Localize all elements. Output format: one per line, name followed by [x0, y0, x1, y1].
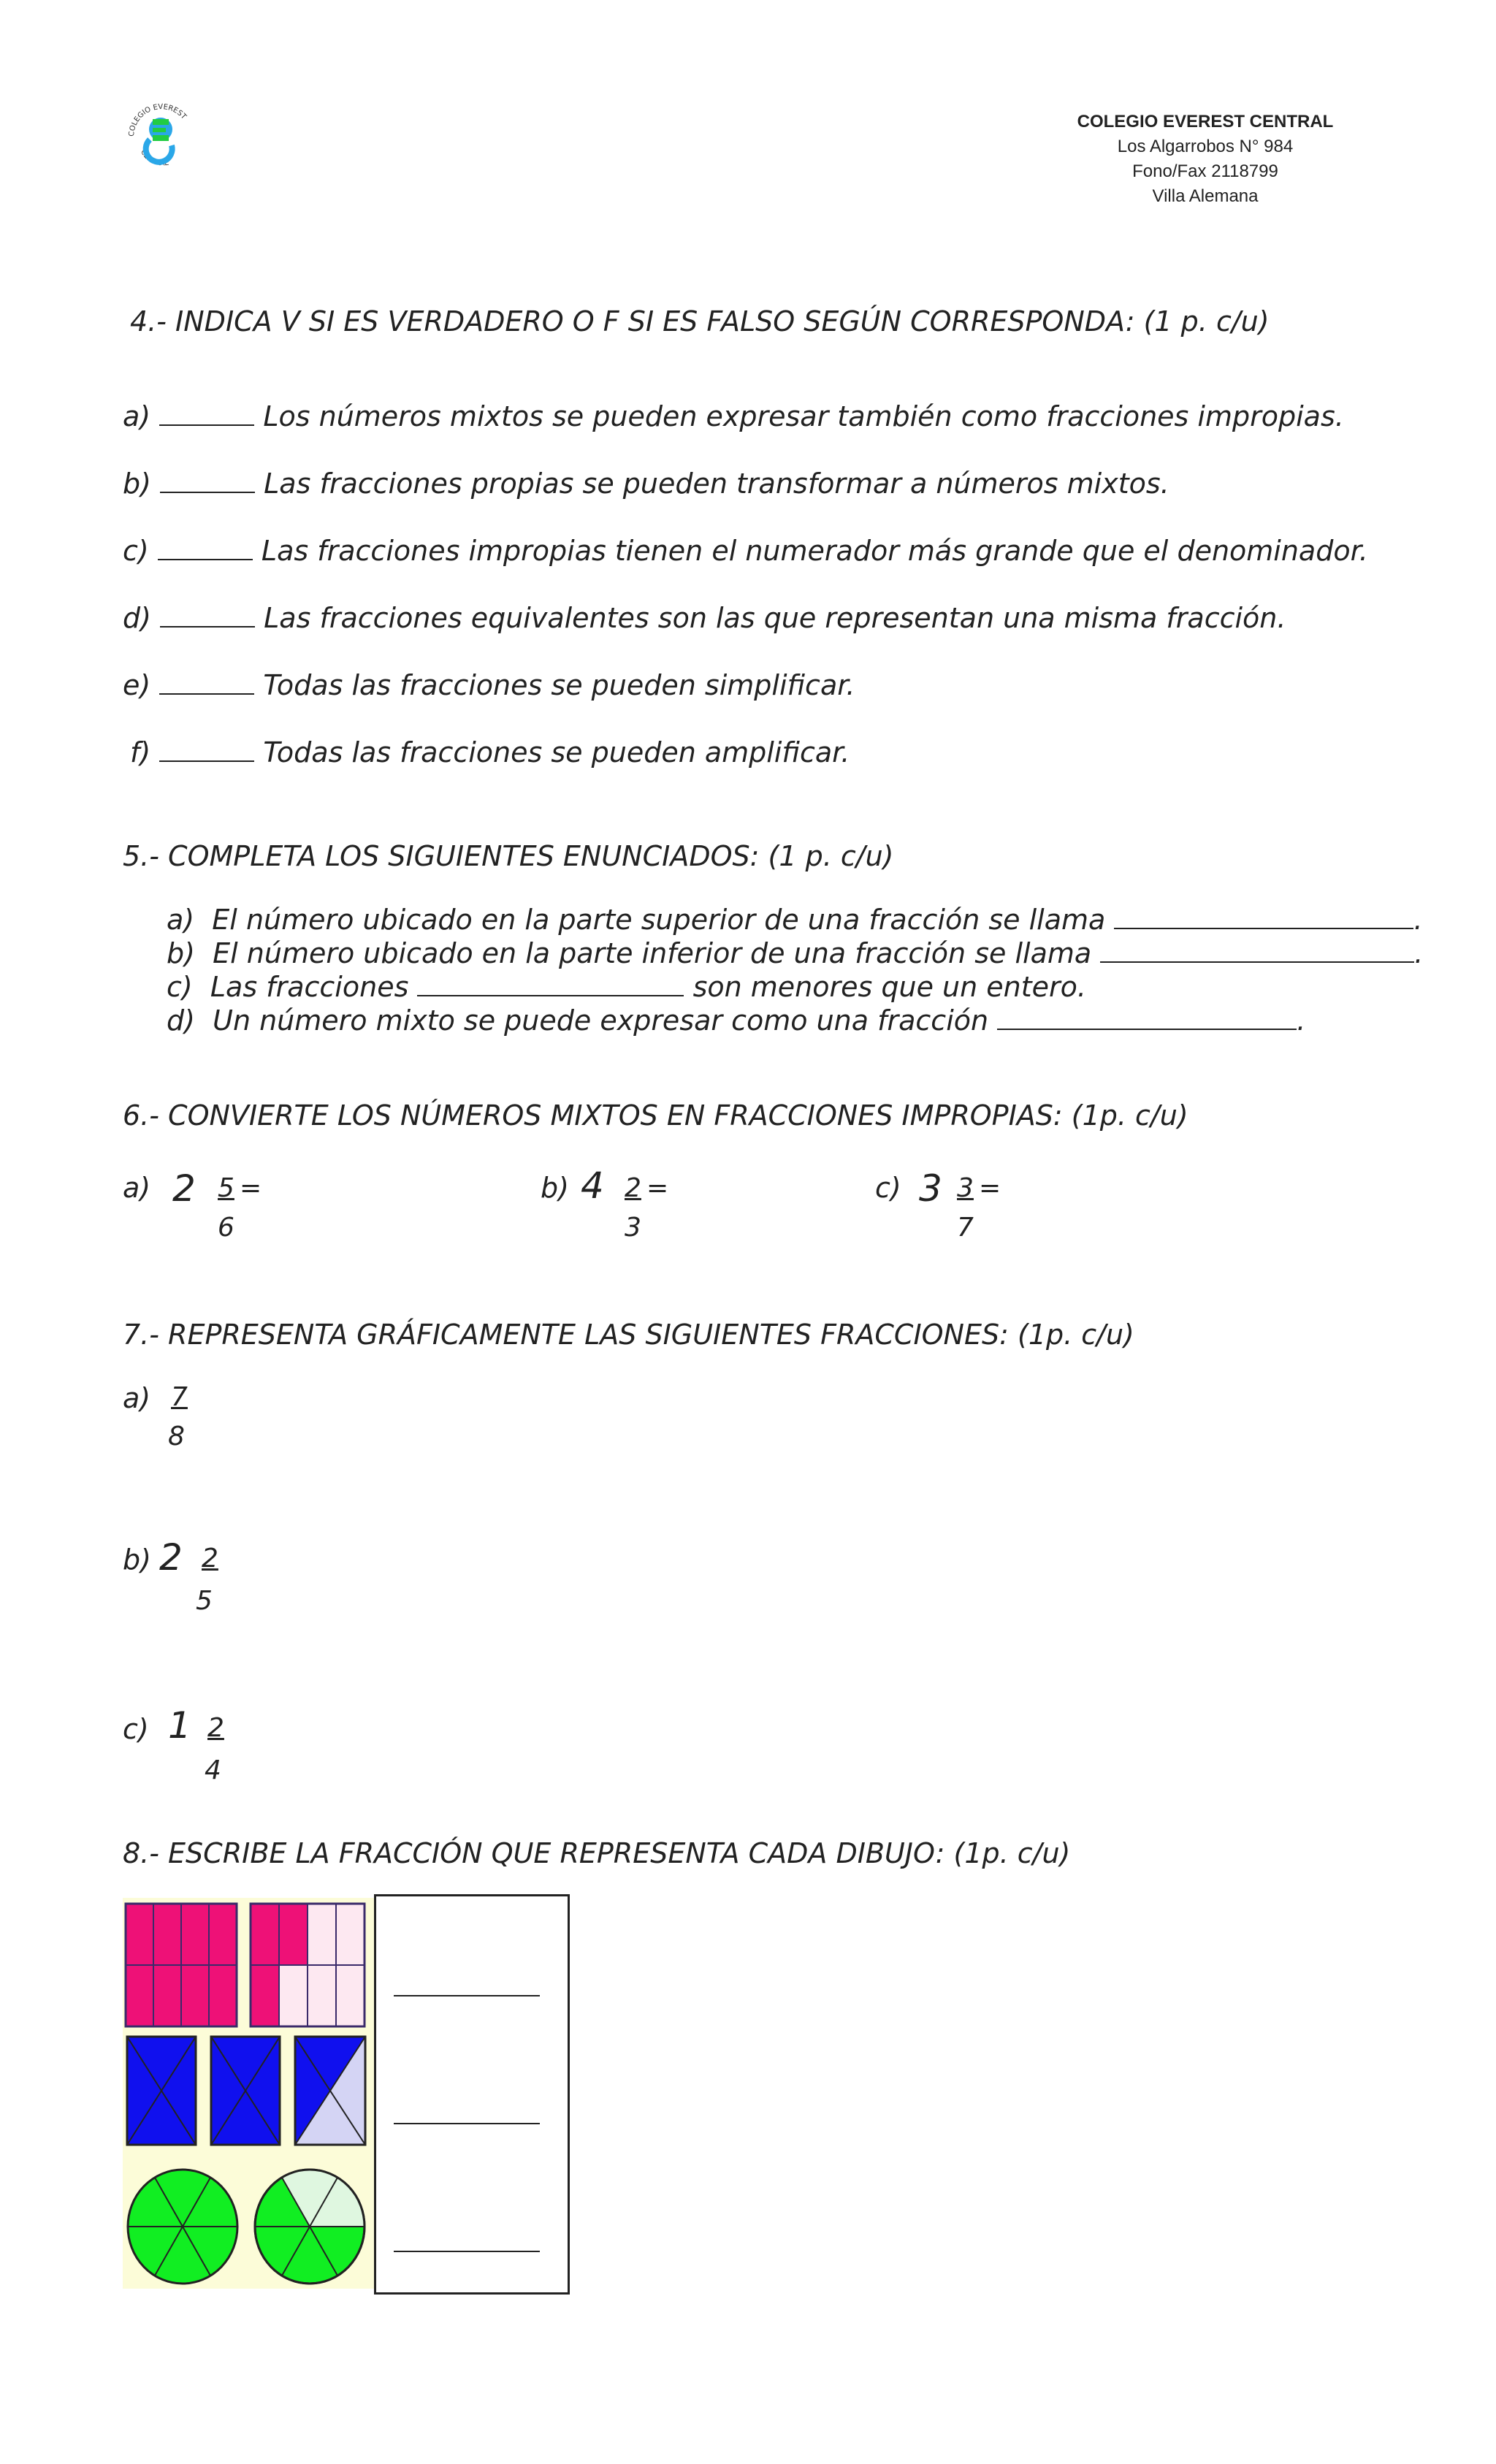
s5-item-c — [167, 971, 1086, 1003]
section-8-title: 8.- ESCRIBE LA FRACCIÓN QUE REPRESENTA CADA DIBUJO: (1p. c/u) — [123, 1837, 1071, 1869]
s5-item-end: . — [1414, 937, 1424, 969]
section-5-title: 5.- COMPLETA LOS SIGUIENTES ENUNCIADOS: (1 p. c/u) — [123, 840, 894, 872]
s5-item-a — [167, 904, 1423, 936]
fraction-numerator: 2 — [202, 1544, 218, 1574]
fraction-denominator: 5 — [196, 1586, 213, 1616]
fraction-drawings-panel — [123, 1898, 375, 2289]
s4-item-text: Todas las fracciones se pueden amplificar. — [263, 736, 850, 768]
s5-item-label: c) — [167, 971, 193, 1003]
svg-text:CENTRAL: CENTRAL — [139, 148, 169, 168]
fraction-denominator: 3 — [625, 1213, 641, 1243]
mixed-whole: 4 — [581, 1164, 604, 1207]
s4-item-text: Las fracciones equivalentes son las que representan una misma fracción. — [264, 602, 1286, 634]
answer-box — [374, 1894, 570, 2295]
fraction-denominator: 4 — [205, 1755, 221, 1785]
s5-item-d — [167, 1004, 1305, 1037]
mixed-whole: 3 — [919, 1167, 942, 1210]
s5-item-label: d) — [167, 1004, 195, 1037]
s4-item-c — [123, 535, 1368, 567]
answer-blank[interactable] — [1100, 939, 1414, 963]
section-6-title: 6.- CONVIERTE LOS NÚMEROS MIXTOS EN FRACCIONES IMPROPIAS: (1p. c/u) — [123, 1099, 1188, 1132]
s5-item-label: b) — [167, 937, 195, 969]
school-address: Los Algarrobos N° 984 — [1117, 137, 1294, 156]
fraction-numerator: 7 — [171, 1382, 188, 1412]
blue-rectangle-1 — [127, 2037, 196, 2145]
s5-item-text: El número ubicado en la parte inferior de una fracción se llama — [213, 937, 1092, 969]
answer-blank[interactable] — [158, 537, 253, 560]
s4-item-b — [123, 468, 1169, 500]
school-logo-icon — [121, 91, 201, 172]
s4-item-text: Las fracciones propias se pueden transformar a números mixtos. — [264, 468, 1169, 500]
answer-blank[interactable] — [159, 671, 254, 695]
s6-item-label: b) — [541, 1172, 569, 1204]
fraction-numerator: 3 — [957, 1173, 974, 1203]
pink-rectangle-full — [126, 1904, 237, 2026]
s5-item-text: El número ubicado en la parte superior de una fracción se llama — [212, 904, 1106, 936]
school-phone: Fono/Fax 2118799 — [1132, 161, 1278, 181]
school-city: Villa Alemana — [1152, 186, 1259, 206]
fraction-drawings — [123, 1898, 375, 2289]
s5-item-b — [167, 937, 1423, 969]
s5-item-end: . — [1297, 1004, 1306, 1037]
blue-rectangle-3 — [295, 2037, 365, 2145]
answer-blank[interactable] — [159, 739, 254, 762]
fraction-denominator: 7 — [957, 1213, 974, 1243]
equals-sign: = — [979, 1173, 1001, 1203]
mixed-whole: 1 — [168, 1704, 191, 1747]
answer-blank[interactable] — [160, 604, 255, 628]
section-4-title: 4.- INDICA V SI ES VERDADERO O F SI ES FALSO SEGÚN CORRESPONDA: (1 p. c/u) — [130, 305, 1270, 337]
s4-item-label: f) — [130, 736, 151, 768]
school-name: COLEGIO EVEREST CENTRAL — [1077, 112, 1334, 131]
s7-item-a — [123, 1379, 269, 1460]
s7-item-c — [123, 1706, 269, 1793]
s7-item-b — [123, 1536, 269, 1624]
s7-item-label: b) — [123, 1544, 151, 1576]
answer-blank[interactable] — [1114, 906, 1413, 929]
fraction-denominator: 6 — [218, 1213, 234, 1243]
s6-item-c — [875, 1167, 1094, 1255]
pink-rectangle-partial — [251, 1904, 365, 2026]
fraction-numerator: 5 — [218, 1173, 234, 1203]
s7-item-label: c) — [123, 1713, 149, 1745]
answer-blank[interactable] — [160, 470, 255, 493]
s4-item-d — [123, 602, 1286, 634]
s7-item-label: a) — [123, 1382, 151, 1414]
answer-blank[interactable] — [997, 1007, 1297, 1030]
answer-line-2[interactable] — [394, 2123, 540, 2124]
mixed-whole: 2 — [172, 1167, 196, 1210]
s4-item-label: a) — [123, 400, 151, 432]
equals-sign: = — [240, 1173, 262, 1203]
s5-item-text: Un número mixto se puede expresar como una fracción — [213, 1004, 989, 1037]
s4-item-label: d) — [123, 602, 151, 634]
green-circle-full — [128, 2170, 237, 2284]
fraction-denominator: 8 — [168, 1422, 185, 1452]
answer-blank[interactable] — [159, 403, 254, 426]
mixed-whole: 2 — [159, 1536, 183, 1579]
s5-item-end: son menores que un entero. — [692, 971, 1086, 1003]
s4-item-text: Los números mixtos se pueden expresar también como fracciones impropias. — [263, 400, 1344, 432]
s4-item-a — [123, 400, 1344, 432]
s4-item-e — [123, 669, 855, 701]
s5-item-text: Las fracciones — [210, 971, 409, 1003]
s6-item-label: a) — [123, 1172, 151, 1204]
blue-rectangle-2 — [211, 2037, 280, 2145]
fraction-numerator: 2 — [207, 1713, 224, 1743]
answer-line-1[interactable] — [394, 1995, 540, 1996]
svg-text:COLEGIO EVEREST: COLEGIO EVEREST — [127, 103, 188, 137]
green-circle-partial — [255, 2170, 365, 2284]
section-7-title: 7.- REPRESENTA GRÁFICAMENTE LAS SIGUIENTES FRACCIONES: (1p. c/u) — [123, 1319, 1134, 1351]
s4-item-label: c) — [123, 535, 149, 567]
s4-item-label: b) — [123, 468, 151, 500]
school-info — [1066, 110, 1344, 209]
s5-item-label: a) — [167, 904, 195, 936]
school-logo — [121, 91, 201, 172]
answer-blank[interactable] — [417, 973, 684, 996]
fraction-numerator: 2 — [625, 1173, 641, 1203]
s4-item-f — [130, 736, 850, 768]
s6-item-a — [123, 1167, 342, 1255]
s6-item-b — [541, 1164, 760, 1255]
s4-item-label: e) — [123, 669, 151, 701]
s4-item-text: Las fracciones impropias tienen el numerador más grande que el denominador. — [261, 535, 1368, 567]
equals-sign: = — [646, 1173, 669, 1203]
answer-line-3[interactable] — [394, 2251, 540, 2252]
s5-item-end: . — [1413, 904, 1423, 936]
s4-item-text: Todas las fracciones se pueden simplificar. — [263, 669, 855, 701]
s6-item-label: c) — [875, 1172, 901, 1204]
